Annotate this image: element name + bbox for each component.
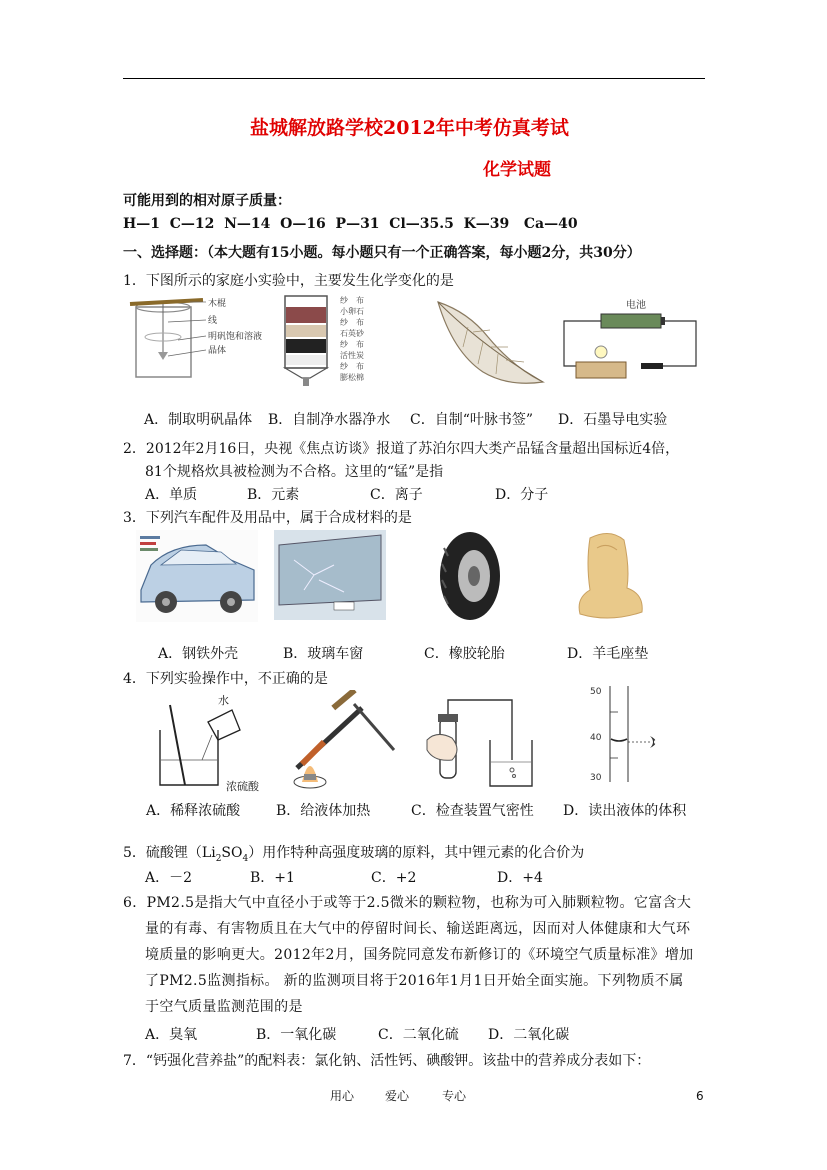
q6-option-a[interactable]: A．臭氧 — [145, 1027, 198, 1043]
q1-fig-b-label: 石英砂 — [340, 329, 364, 338]
q4-option-c[interactable]: C．检查装置气密性 — [411, 803, 534, 819]
q3-figure-car-body — [136, 530, 258, 622]
q3-figure-rubber-tire — [434, 528, 506, 624]
q4-stem: 4．下列实验操作中，不正确的是 — [123, 671, 328, 687]
q4-fig-d-tick: 30 — [590, 773, 602, 783]
q1-fig-a-label: 木棍 — [208, 299, 227, 309]
q4-fig-d-tick: 50 — [590, 687, 602, 697]
q1-option-a[interactable]: A．制取明矾晶体 — [144, 412, 253, 428]
q6-stem-line: 了PM2.5监测指标。 新的监测项目将于2016年1月1日开始全面实施。下列物质不属 — [145, 973, 684, 989]
q5-stem-post: ）用作特种高强度玻璃的原料，其中锂元素的化合价为 — [248, 845, 585, 861]
q6-stem-line: 量的有毒、有害物质且在大气中的停留时间长、输送距离远，因而对人体健康和大气环 — [145, 921, 691, 937]
footer-motto-2: 爱心 — [385, 1089, 410, 1103]
footer-motto-1: 用心 — [330, 1089, 355, 1103]
q1-fig-b-label: 纱 布 — [340, 362, 364, 371]
q5-stem-mid: SO — [221, 845, 243, 861]
q1-figure-b — [280, 292, 380, 388]
q3-option-a[interactable]: A．钢铁外壳 — [158, 646, 239, 662]
q2-option-d[interactable]: D．分子 — [495, 487, 549, 503]
q1-stem: 1．下图所示的家庭小实验中，主要发生化学变化的是 — [123, 273, 454, 289]
atomic-mass-label: 可能用到的相对原子质量： — [123, 193, 291, 209]
q6-option-b[interactable]: B．一氧化碳 — [256, 1027, 337, 1043]
page-title: 盐城解放路学校2012年中考仿真考试 — [250, 117, 569, 139]
q5-sub-1: 2 — [215, 853, 222, 864]
q4-option-b[interactable]: B．给液体加热 — [276, 803, 371, 819]
q4-option-d[interactable]: D．读出液体的体积 — [563, 803, 687, 819]
q5-option-a[interactable]: A．－2 — [145, 870, 193, 886]
q3-figure-wool-seat — [572, 528, 648, 624]
q1-figure-a — [128, 292, 268, 387]
page-subtitle: 化学试题 — [483, 160, 551, 180]
q1-figure-c-leaf — [428, 292, 548, 392]
q4-figure-airtightness — [422, 690, 542, 794]
q3-stem: 3．下列汽车配件及用品中，属于合成材料的是 — [123, 510, 412, 526]
q4-option-a[interactable]: A．稀释浓硫酸 — [146, 803, 241, 819]
q1-option-c[interactable]: C．自制“叶脉书签” — [410, 412, 534, 428]
q5-option-d[interactable]: D．+4 — [497, 870, 543, 886]
q1-fig-b-label: 活性炭 — [340, 351, 364, 360]
q1-fig-b-label: 小卵石 — [340, 307, 364, 316]
section-heading: 一、选择题：（本大题有15小题。每小题只有一个正确答案，每小题2分，共30分） — [123, 245, 641, 261]
q1-fig-a-label: 线 — [208, 316, 218, 326]
q4-figure-heating-liquid — [282, 690, 402, 794]
page-number: 6 — [696, 1089, 704, 1103]
q7-stem: 7．“钙强化营养盐”的配料表：氯化钠、活性钙、碘酸钾。该盐中的营养成分表如下： — [123, 1053, 651, 1069]
q6-stem-line: 6．PM2.5是指大气中直径小于或等于2.5微米的颗粒物，也称为可入肺颗粒物。它富含大 — [123, 895, 692, 911]
q4-figure-read-volume — [588, 682, 678, 794]
q1-fig-a-label: 晶体 — [208, 346, 227, 356]
q3-option-c[interactable]: C．橡胶轮胎 — [424, 646, 505, 662]
q1-option-b[interactable]: B．自制净水器净水 — [268, 412, 391, 428]
q2-option-c[interactable]: C．离子 — [370, 487, 423, 503]
q1-fig-b-label: 膨松棉 — [340, 373, 364, 382]
q5-sub-2: 4 — [242, 853, 249, 864]
q1-option-d[interactable]: D．石墨导电实验 — [558, 412, 668, 428]
q1-fig-b-label: 纱 布 — [340, 296, 364, 305]
q6-stem-line: 于空气质量监测范围的是 — [145, 999, 303, 1015]
q2-option-a[interactable]: A．单质 — [145, 487, 198, 503]
q2-option-b[interactable]: B．元素 — [247, 487, 300, 503]
q6-option-d[interactable]: D．二氧化碳 — [488, 1027, 570, 1043]
q3-option-d[interactable]: D．羊毛座垫 — [567, 646, 649, 662]
q1-fig-a-label: 明矾饱和溶液 — [208, 332, 263, 342]
q4-fig-a-label-water: 水 — [218, 694, 229, 707]
q4-fig-d-tick: 40 — [590, 733, 602, 743]
q5-option-c[interactable]: C．+2 — [371, 870, 417, 886]
q2-stem-line1: 2．2012年2月16日，央视《焦点访谈》报道了苏泊尔四大类产品锰含量超出国标近4倍， — [123, 441, 680, 457]
q5-stem-pre: 5．硫酸锂（Li — [123, 845, 216, 861]
q1-fig-b-label: 纱 布 — [340, 340, 364, 349]
q5-option-b[interactable]: B．+1 — [250, 870, 295, 886]
q1-fig-b-label: 纱 布 — [340, 318, 364, 327]
q3-figure-glass-window — [274, 530, 386, 620]
q3-option-b[interactable]: B．玻璃车窗 — [283, 646, 364, 662]
q4-fig-a-label-acid: 浓硫酸 — [226, 780, 259, 793]
atomic-mass-values: H—1 C—12 N—14 O—16 P—31 Cl—35.5 K—39 Ca—40 — [123, 216, 578, 232]
q1-fig-d-battery-label: 电池 — [626, 300, 646, 311]
q6-stem-line: 境质量的影响更大。2012年2月，国务院同意发布新修订的《环境空气质量标准》增加 — [145, 947, 694, 963]
footer-motto-3: 专心 — [442, 1089, 467, 1103]
q5-stem — [123, 842, 584, 864]
q4-figure-dilute-acid — [140, 690, 270, 794]
q6-option-c[interactable]: C．二氧化硫 — [378, 1027, 459, 1043]
q1-figure-d-circuit — [556, 292, 701, 387]
q2-stem-line2: 81个规格炊具被检测为不合格。这里的“锰”是指 — [145, 464, 444, 480]
header-rule — [123, 78, 705, 79]
